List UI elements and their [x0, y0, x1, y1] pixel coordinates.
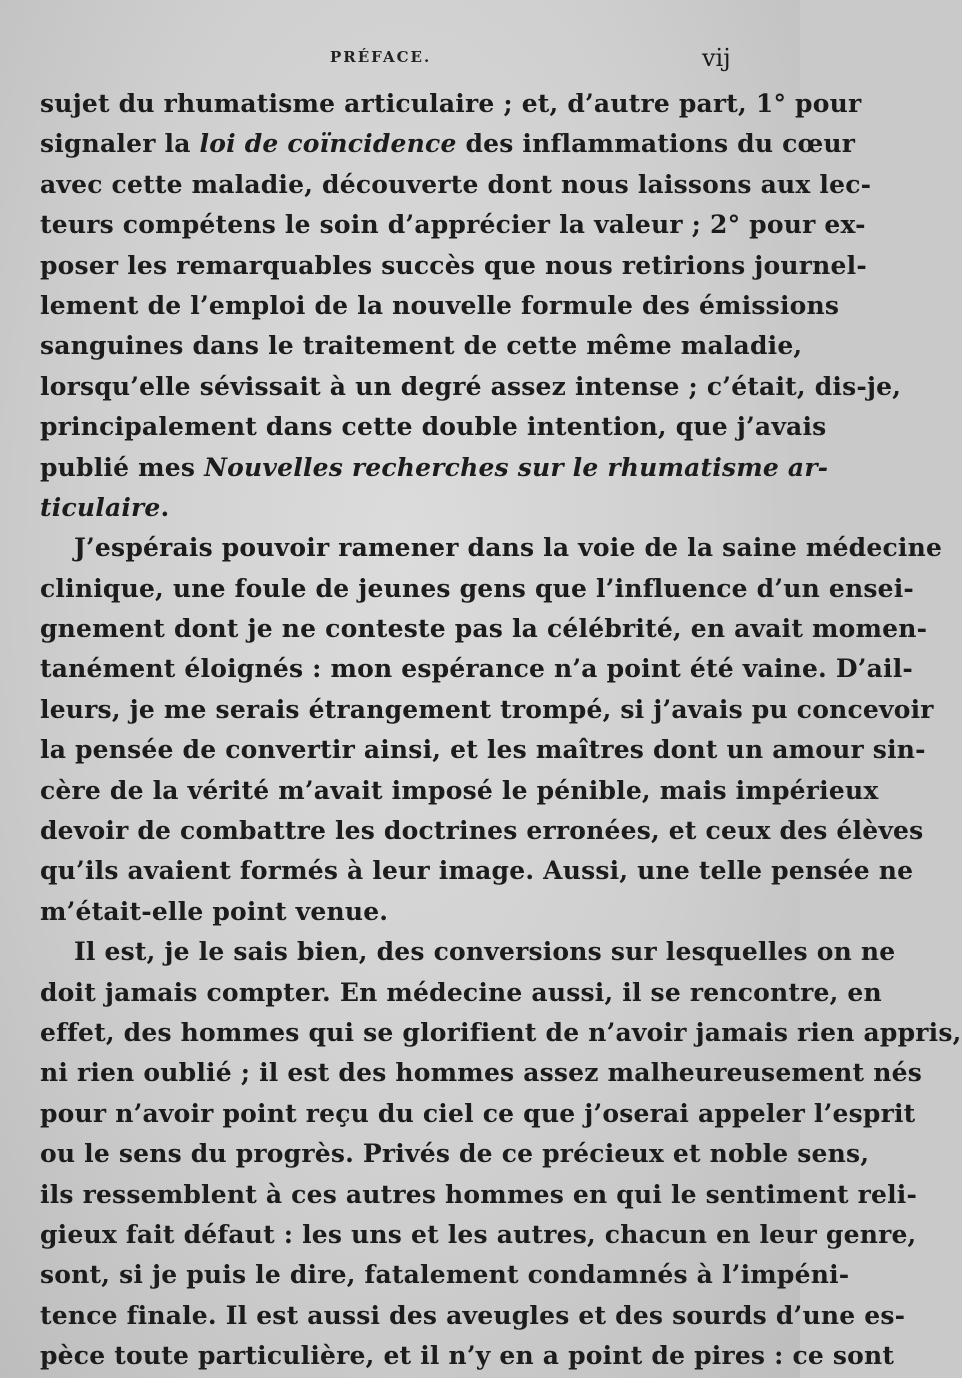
line-text: devoir de combattre les doctrines erronées, et ceux des élèves: [40, 816, 924, 846]
line-text: la pensée de convertir ainsi, et les maîtres dont un amour sin-: [40, 735, 926, 765]
line-text: clinique, une foule de jeunes gens que l’influence d’un ensei-: [40, 573, 915, 603]
text-line: [40, 286, 840, 326]
italic-title: loi de coïncidence: [199, 129, 457, 159]
text-line: [40, 1175, 918, 1215]
line-text: lorsqu’elle sévissait à un degré assez intense ; c’était, dis-je,: [40, 371, 902, 401]
line-text: signaler la: [40, 129, 200, 159]
text-line: [40, 1053, 922, 1093]
text-line: [40, 1255, 850, 1295]
text-line: [40, 326, 803, 366]
line-text: qu’ils avaient formés à leur image. Aussi, une telle pensée ne: [40, 856, 914, 886]
line-text: teurs compétens le soin d’apprécier la valeur ; 2° pour ex-: [40, 210, 866, 240]
line-text: effet, des hommes qui se glorifient de n’avoir jamais rien appris,: [40, 1017, 962, 1047]
line-text: cère de la vérité m’avait imposé le pénible, mais impérieux: [40, 775, 879, 805]
text-line: [40, 367, 902, 407]
line-text: leurs, je me serais étrangement trompé, si j’avais pu concevoir: [40, 694, 934, 724]
paragraph: [40, 84, 902, 528]
text-line: [40, 649, 914, 689]
line-text: ou le sens du progrès. Privés de ce précieux et noble sens,: [40, 1139, 870, 1169]
text-line: [40, 205, 866, 245]
line-text: Il est, je le sais bien, des conversions sur lesquelles on ne: [74, 937, 896, 967]
text-line: [40, 84, 862, 124]
line-text: des inflammations du cœur: [456, 129, 856, 159]
text-line: [40, 609, 928, 649]
text-line: [40, 1134, 870, 1174]
line-text: J’espérais pouvoir ramener dans la voie de la saine médecine: [74, 533, 943, 563]
text-line: [40, 569, 915, 609]
line-text: gieux fait défaut : les uns et les autres, chacun en leur genre,: [40, 1219, 917, 1249]
italic-title: ticulaire: [40, 492, 161, 522]
body-text: [40, 84, 962, 1377]
text-line: [40, 165, 872, 205]
line-text: doit jamais compter. En médecine aussi, il se rencontre, en: [40, 977, 882, 1007]
line-text: ni rien oublié ; il est des hommes assez malheureusement nés: [40, 1058, 922, 1088]
text-line: [40, 124, 856, 164]
text-line: [40, 407, 827, 447]
line-text: lement de l’emploi de la nouvelle formule des émissions: [40, 290, 840, 320]
text-line: [40, 1094, 916, 1134]
page-header: [0, 44, 800, 74]
line-text: sujet du rhumatisme articulaire ; et, d’autre part, 1° pour: [40, 89, 862, 118]
paragraph: [40, 528, 943, 932]
line-text: sont, si je puis le dire, fatalement condamnés à l’impéni-: [40, 1260, 850, 1290]
text-line: [40, 1013, 962, 1053]
line-text: publié mes: [40, 452, 205, 482]
line-text: principalement dans cette double intention, que j’avais: [40, 412, 827, 442]
text-line: [40, 892, 762, 932]
text-line: [40, 528, 943, 568]
running-title: PRÉFACE.: [330, 48, 432, 66]
text-line: [40, 973, 882, 1013]
text-line: [40, 448, 829, 488]
text-line: [40, 1296, 906, 1336]
line-text: .: [160, 492, 170, 522]
italic-title: Nouvelles recherches sur le rhumatisme ar-: [204, 452, 829, 482]
text-line: [40, 690, 934, 730]
line-text: ils ressemblent à ces autres hommes en qui le sentiment reli-: [40, 1179, 918, 1209]
line-text: tence finale. Il est aussi des aveugles et des sourds d’une es-: [40, 1300, 906, 1330]
line-text: m’était-elle point venue.: [40, 896, 389, 926]
page-number: vij: [702, 44, 731, 72]
line-text: avec cette maladie, découverte dont nous laissons aux lec-: [40, 169, 872, 199]
text-line: [40, 771, 879, 811]
line-text: pour n’avoir point reçu du ciel ce que j’oserai appeler l’esprit: [40, 1098, 916, 1128]
text-line: [40, 730, 926, 770]
text-line: [40, 488, 762, 528]
text-line: [40, 851, 914, 891]
line-text: sanguines dans le traitement de cette même maladie,: [40, 331, 803, 361]
line-text: gnement dont je ne conteste pas la célébrité, en avait momen-: [40, 614, 928, 644]
text-line: [40, 246, 867, 286]
text-line: [40, 811, 924, 851]
paragraph: [40, 932, 962, 1376]
text-line: [40, 1215, 917, 1255]
line-text: pèce toute particulière, et il n’y en a point de pires : ce sont: [40, 1341, 895, 1371]
text-line: [40, 932, 896, 972]
line-text: poser les remarquables succès que nous retirions journel-: [40, 250, 867, 280]
text-line: [40, 1336, 895, 1376]
line-text: tanément éloignés : mon espérance n’a point été vaine. D’ail-: [40, 654, 914, 684]
